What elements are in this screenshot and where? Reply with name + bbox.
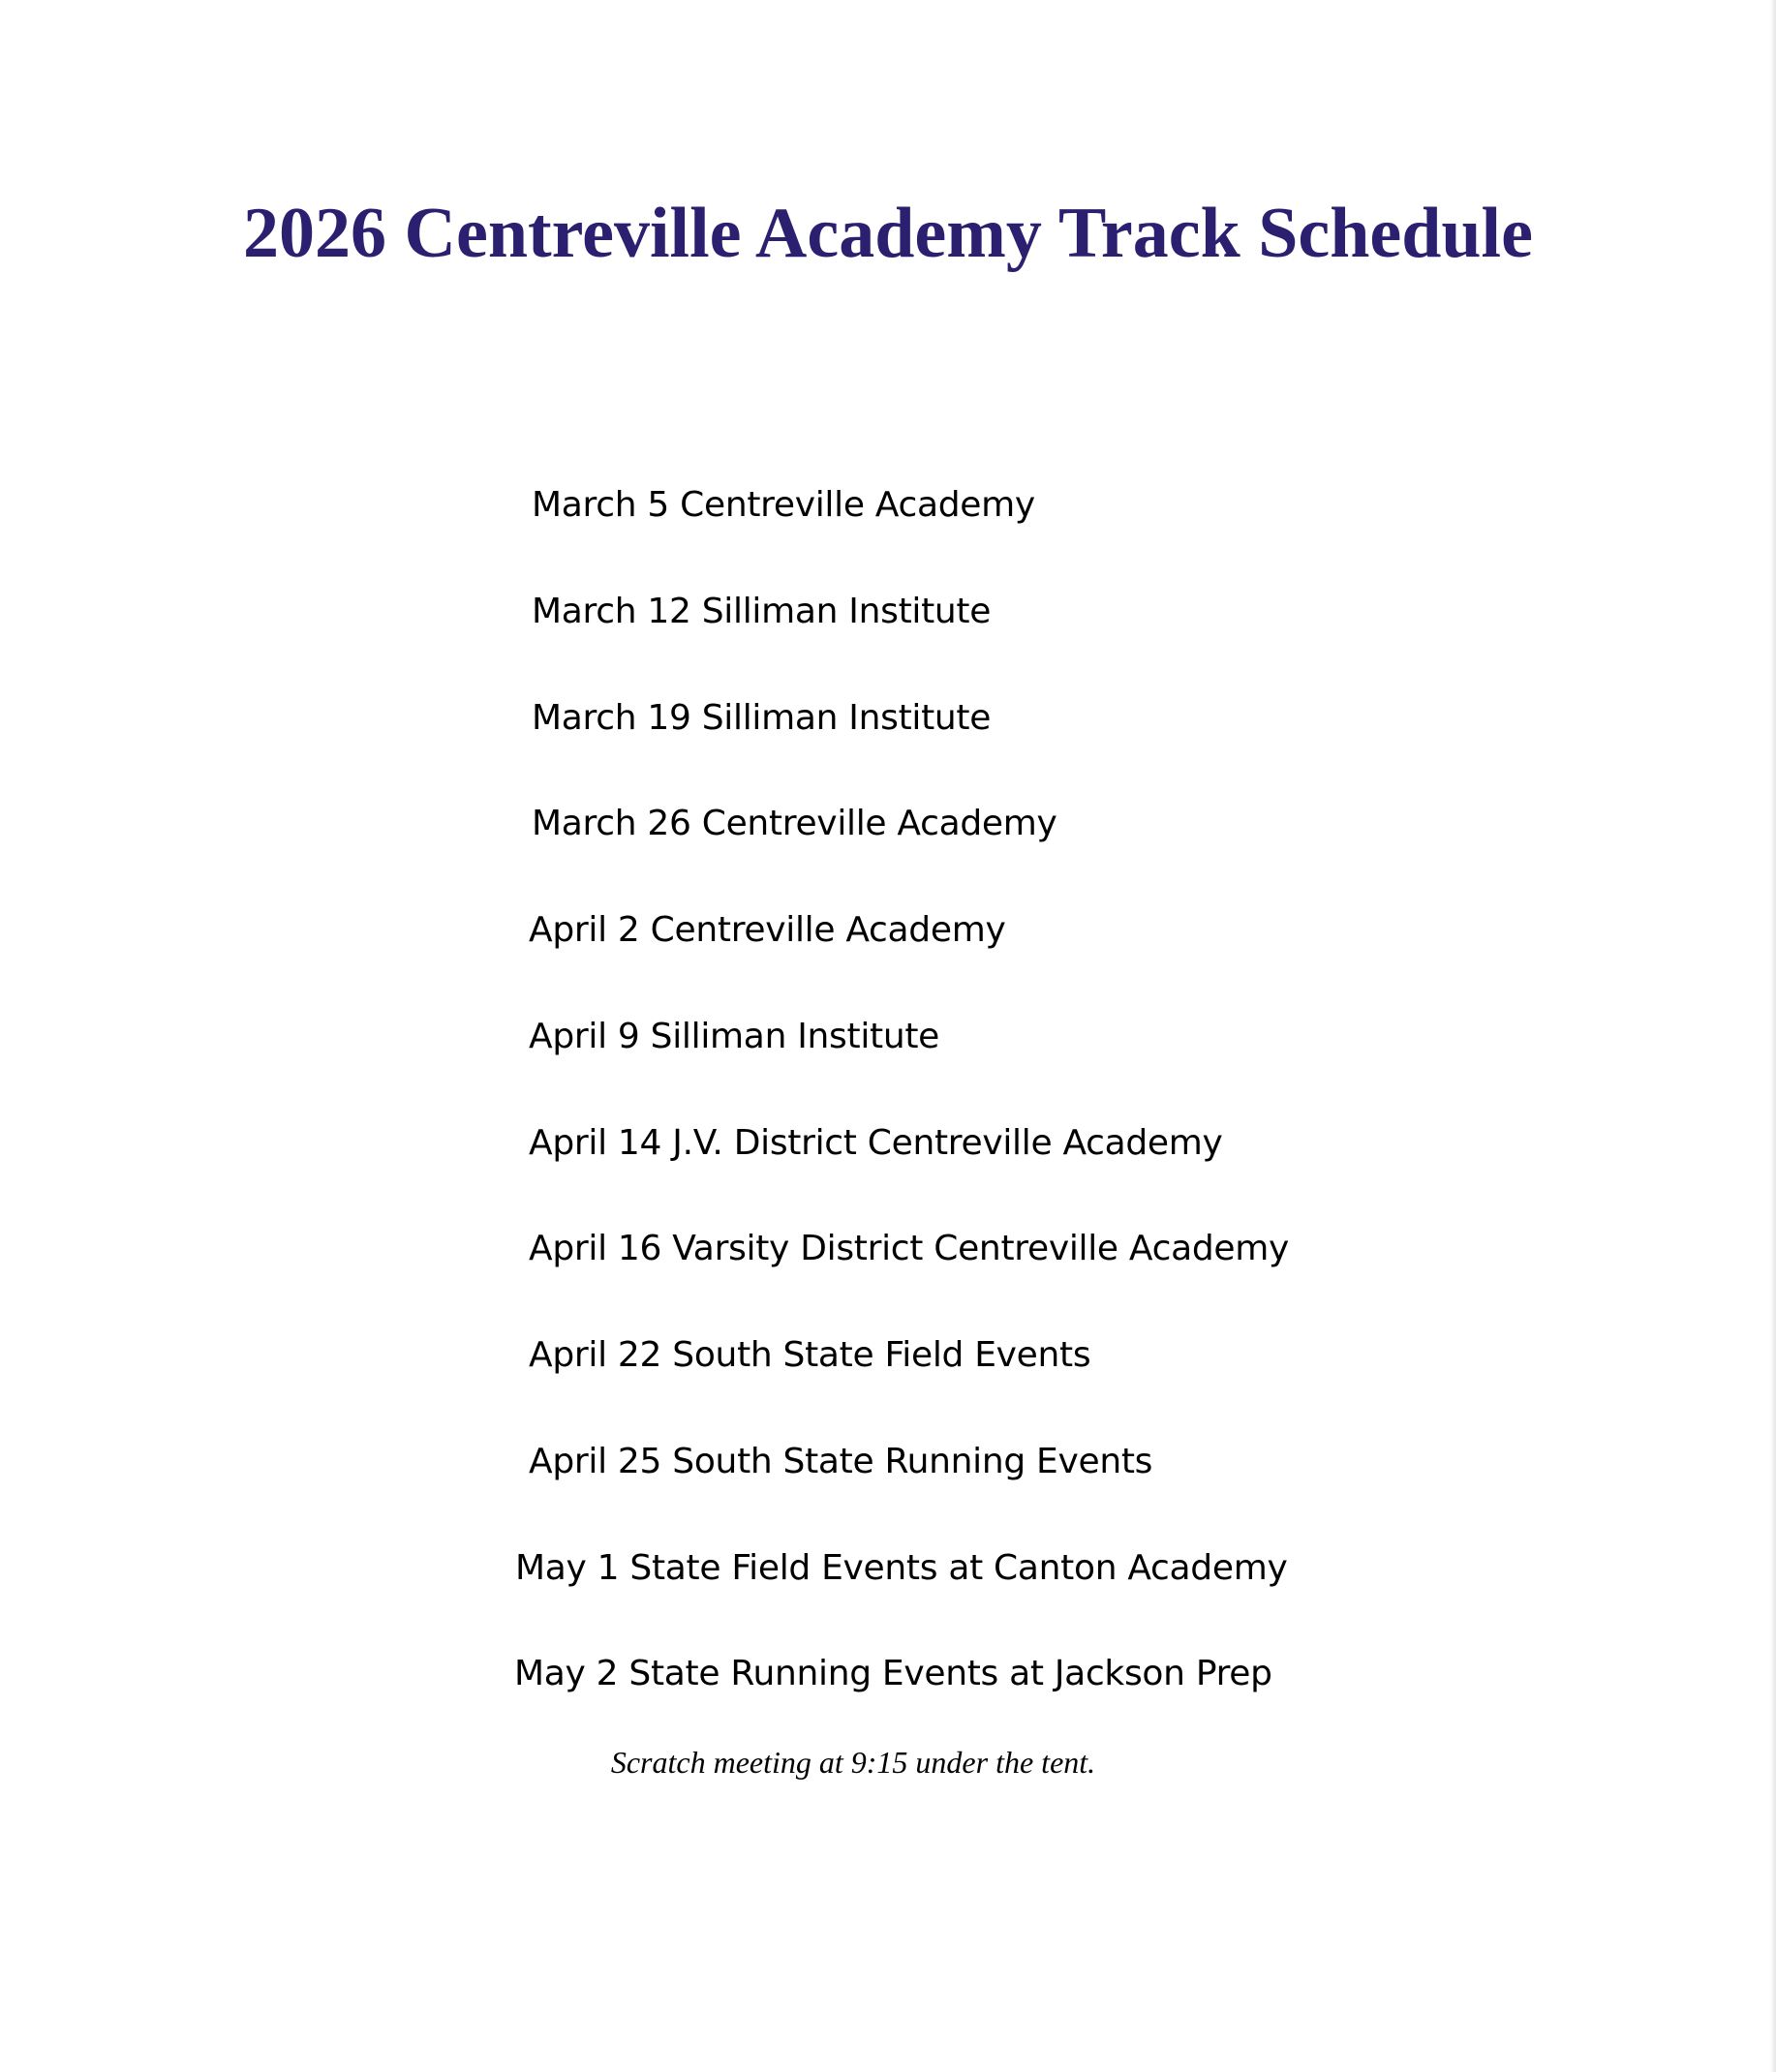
schedule-item-5: April 2 Centreville Academy bbox=[529, 910, 1006, 950]
schedule-item-4: March 26 Centreville Academy bbox=[532, 804, 1057, 843]
schedule-item-11: May 1 State Field Events at Canton Academy bbox=[515, 1548, 1288, 1588]
schedule-item-6: April 9 Silliman Institute bbox=[529, 1017, 940, 1056]
schedule-item-7: April 14 J.V. District Centreville Academy bbox=[529, 1123, 1223, 1163]
schedule-item-1: March 5 Centreville Academy bbox=[532, 485, 1035, 525]
schedule-item-3: March 19 Silliman Institute bbox=[532, 698, 992, 738]
schedule-item-2: March 12 Silliman Institute bbox=[532, 592, 992, 631]
schedule-item-9: April 22 South State Field Events bbox=[529, 1335, 1091, 1375]
schedule-item-8: April 16 Varsity District Centreville Academy bbox=[529, 1229, 1290, 1268]
scratch-meeting-note: Scratch meeting at 9:15 under the tent. bbox=[610, 1745, 1096, 1780]
schedule-item-10: April 25 South State Running Events bbox=[529, 1442, 1153, 1481]
page-title: 2026 Centreville Academy Track Schedule bbox=[243, 194, 1533, 273]
schedule-item-12: May 2 State Running Events at Jackson Prep bbox=[514, 1654, 1272, 1693]
